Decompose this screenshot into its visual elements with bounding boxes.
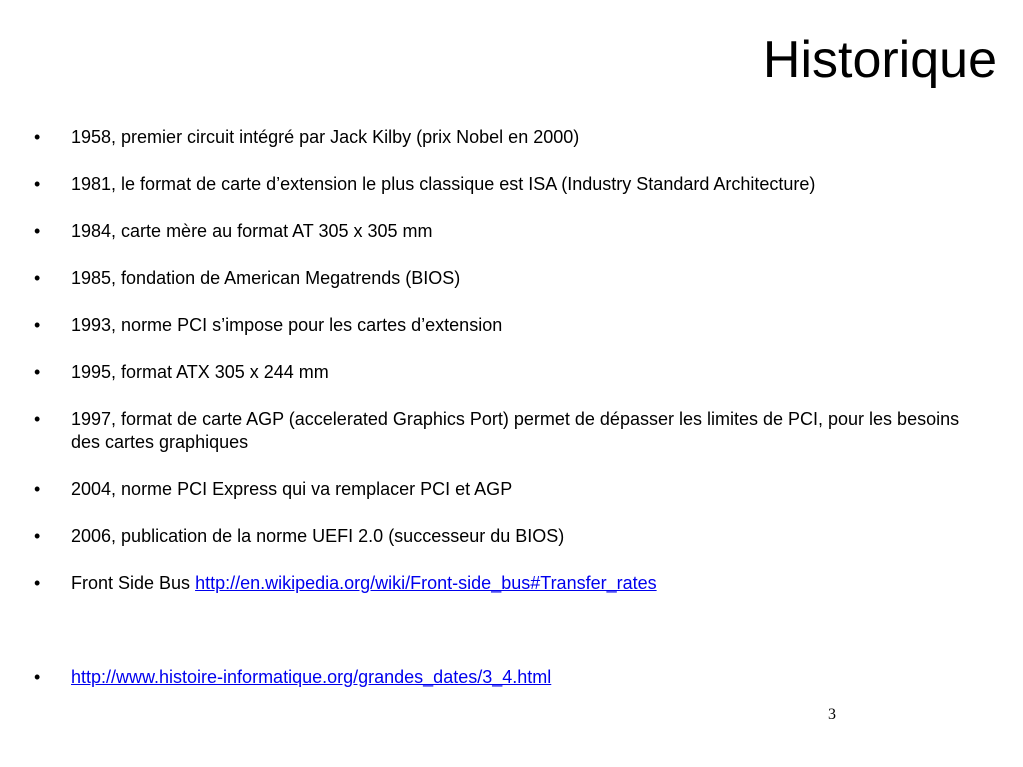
list-item [34,173,984,196]
item-text: 1993, norme PCI s’impose pour les cartes d’extension [71,315,503,335]
item-text: 1981, le format de carte d’extension le plus classique est ISA (Industry Standard Architecture) [71,174,816,194]
bullet-icon: • [34,362,41,382]
histoire-informatique-link[interactable]: http://www.histoire-informatique.org/grandes_dates/3_4.html [71,667,552,687]
bullet-icon: • [34,479,41,499]
bullet-icon: • [34,268,41,288]
list-item [34,361,984,384]
list-item [34,267,984,290]
item-text: 1995, format ATX 305 x 244 mm [71,362,329,382]
bullet-list [34,126,984,713]
list-item [34,525,984,548]
bullet-icon: • [34,174,41,194]
list-item [34,220,984,243]
bullet-icon: • [34,127,41,147]
item-text: 1985, fondation de American Megatrends (BIOS) [71,268,461,288]
list-item [34,126,984,149]
bullet-icon: • [34,221,41,241]
front-side-bus-link[interactable]: http://en.wikipedia.org/wiki/Front-side_bus#Transfer_rates [195,573,657,593]
item-text: Front Side Bus [71,573,196,593]
slide-title: Historique [762,31,997,89]
list-item [34,572,984,595]
item-text: 1984, carte mère au format AT 305 x 305 mm [71,221,433,241]
list-item [34,314,984,337]
bullet-icon: • [34,573,41,593]
bullet-icon: • [34,409,41,429]
bullet-icon: • [34,667,41,687]
list-item [34,478,984,501]
item-text: 1997, format de carte AGP (accelerated Graphics Port) permet de dépasser les limites de PCI, pour les besoins des cartes graphiques [71,409,960,452]
list-item [34,666,984,689]
item-text: 2004, norme PCI Express qui va remplacer PCI et AGP [71,479,513,499]
bullet-icon: • [34,526,41,546]
list-item [34,408,984,454]
page-number: 3 [828,706,836,723]
item-text: 1958, premier circuit intégré par Jack Kilby (prix Nobel en 2000) [71,127,580,147]
bullet-icon: • [34,315,41,335]
item-text: 2006, publication de la norme UEFI 2.0 (successeur du BIOS) [71,526,565,546]
